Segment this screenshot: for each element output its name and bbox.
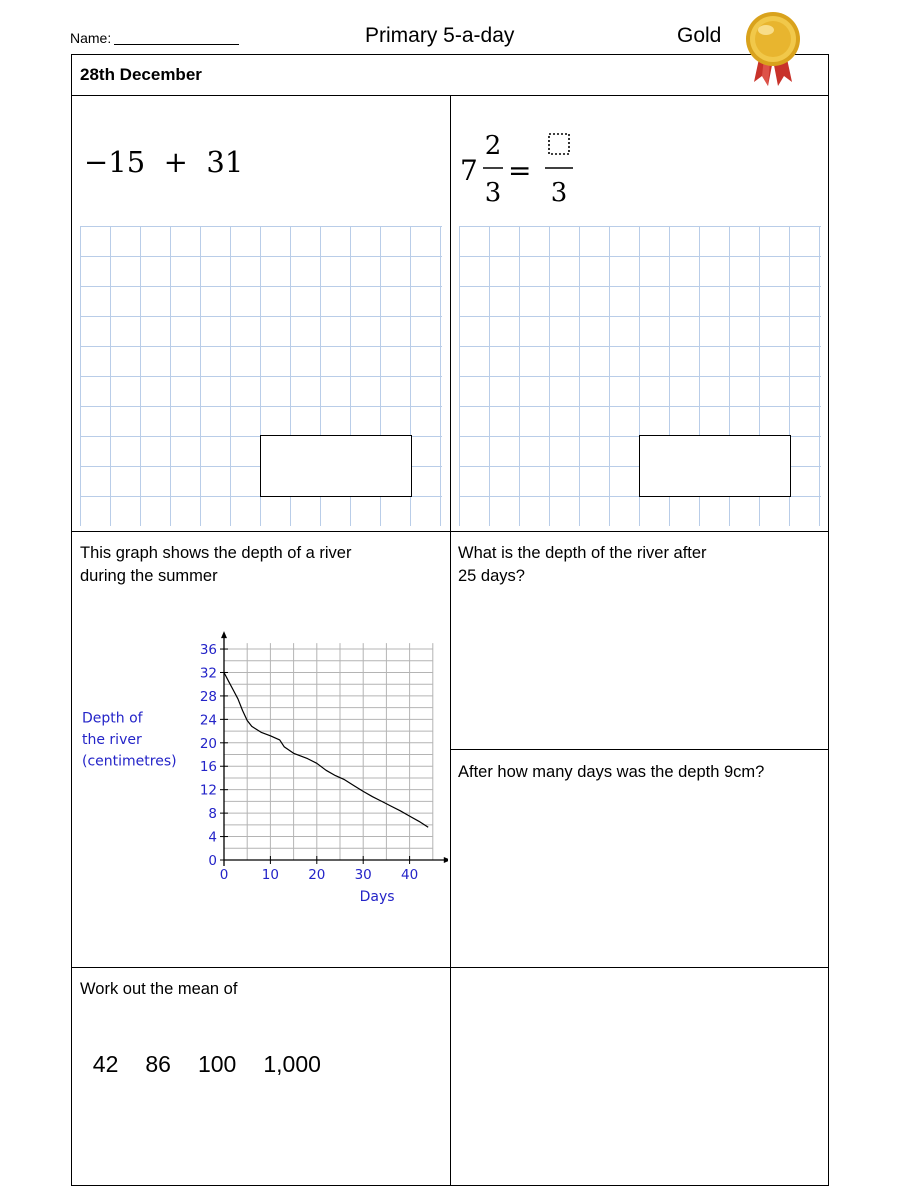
q2-blank-numerator-box	[549, 134, 569, 154]
chart-y-tick-label: 20	[199, 735, 217, 752]
row-divider-2	[72, 967, 828, 968]
worksheet-title: Primary 5-a-day	[365, 24, 515, 47]
q3-question	[80, 542, 351, 588]
worksheet-date: 28th December	[80, 65, 202, 84]
q4-line-2: 25 days?	[458, 567, 525, 585]
name-label: Name:	[70, 30, 239, 46]
q6-number: 42	[92, 1051, 119, 1077]
q2-fraction-equation	[460, 128, 590, 208]
q1-answer-box[interactable]	[260, 435, 412, 497]
q3-line-2: during the summer	[80, 567, 218, 585]
q6-number: 86	[145, 1051, 171, 1077]
q4-question	[458, 542, 707, 588]
right-row-divider	[450, 749, 828, 750]
chart-y-tick-label: 24	[199, 712, 217, 729]
q2-answer-box[interactable]	[639, 435, 791, 497]
chart-y-axis-label: (centimetres)	[82, 753, 177, 770]
chart-x-tick-label: 40	[401, 867, 419, 883]
chart-x-tick-label: 20	[308, 867, 326, 883]
chart-y-tick-label: 0	[208, 853, 217, 869]
chart-y-tick-label: 8	[208, 806, 217, 823]
q6-question: Work out the mean of	[80, 980, 238, 998]
chart-x-axis-label: Days	[359, 889, 395, 905]
chart-y-axis-label: Depth of	[82, 710, 143, 727]
chart-y-tick-label: 36	[199, 642, 217, 659]
column-divider	[450, 95, 451, 1186]
chart-x-tick-label: 0	[219, 867, 229, 883]
q2-equals: =	[508, 154, 532, 187]
worksheet-frame	[71, 54, 829, 1186]
chart-y-tick-label: 28	[199, 688, 217, 705]
q6-number: 1,000	[263, 1051, 321, 1077]
gold-medal-icon	[742, 10, 804, 92]
q2-answer-denominator: 3	[550, 178, 568, 208]
q1-expression: −15 + 31	[84, 145, 244, 179]
level-label: Gold	[677, 24, 722, 47]
q6-numbers	[80, 1024, 321, 1078]
name-line[interactable]	[114, 44, 239, 45]
chart-y-tick-label: 16	[199, 759, 217, 776]
river-depth-chart	[78, 625, 448, 915]
q2-whole-number: 7	[460, 154, 478, 187]
chart-y-tick-label: 12	[199, 782, 217, 799]
chart-y-tick-label: 32	[199, 665, 217, 682]
chart-x-tick-label: 10	[261, 867, 279, 883]
chart-x-tick-label: 30	[354, 867, 372, 883]
chart-y-tick-label: 4	[208, 829, 217, 846]
q2-denominator: 3	[484, 178, 502, 208]
q3-line-1: This graph shows the depth of a river	[80, 544, 352, 562]
q2-numerator: 2	[484, 131, 502, 161]
chart-x-axis-arrow	[444, 857, 448, 863]
chart-y-axis-arrow	[221, 631, 227, 638]
row-divider-1	[72, 531, 828, 532]
q5-question: After how many days was the depth 9cm?	[458, 763, 765, 781]
q6-number: 100	[197, 1051, 237, 1077]
q4-line-1: What is the depth of the river after	[458, 544, 707, 562]
chart-y-axis-label: the river	[82, 731, 142, 748]
